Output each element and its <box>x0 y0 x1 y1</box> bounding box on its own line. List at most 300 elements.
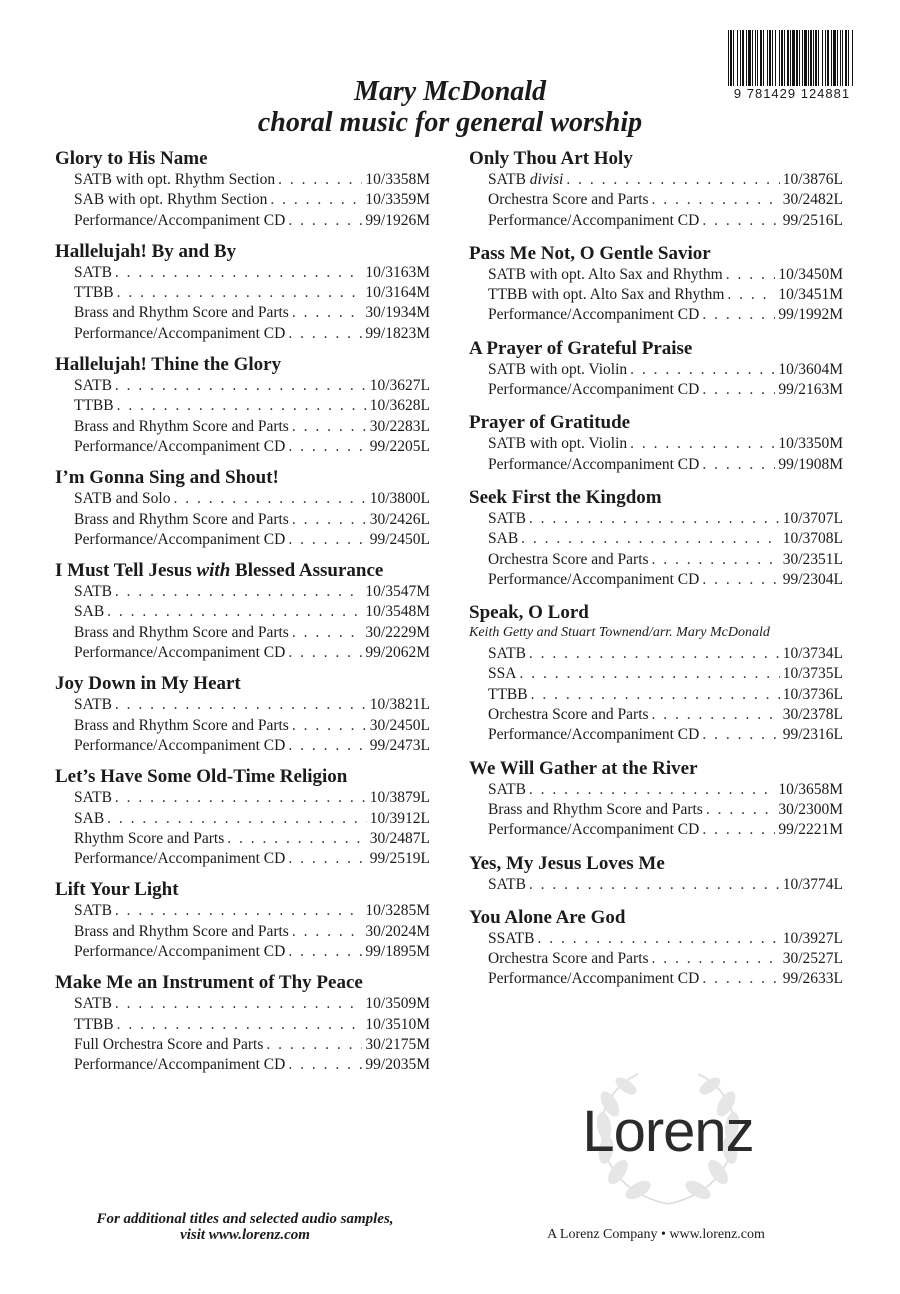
edition-label <box>74 643 285 663</box>
piece-entry <box>55 973 430 1075</box>
piece-entry <box>469 759 843 841</box>
edition-row <box>55 190 430 210</box>
barcode-bar <box>842 30 843 86</box>
edition-label <box>74 283 114 303</box>
edition-label <box>488 705 649 725</box>
edition-row <box>55 170 430 190</box>
leader-dots <box>529 780 776 800</box>
piece-title: Pass Me Not, O Gentle Savior <box>469 242 711 264</box>
edition-label-text: SATB <box>74 583 112 601</box>
edition-row <box>469 550 843 570</box>
edition-label-text: SATB <box>74 377 112 395</box>
edition-label-text: Orchestra Score and Parts <box>488 550 649 568</box>
edition-row <box>55 643 430 663</box>
edition-label-text: TTBB <box>488 685 528 703</box>
leader-dots <box>173 489 366 509</box>
edition-label <box>74 901 112 921</box>
edition-label <box>488 820 699 840</box>
catalog-number: 10/3821L <box>369 696 430 714</box>
lorenz-logo <box>548 1064 788 1214</box>
edition-label-text: Orchestra Score and Parts <box>488 706 649 724</box>
piece-title: Glory to His Name <box>55 148 208 169</box>
piece-entry <box>469 244 843 326</box>
edition-label <box>488 529 518 549</box>
edition-label <box>74 510 289 530</box>
leader-dots <box>529 875 780 895</box>
edition-row <box>469 949 843 969</box>
catalog-number: 30/2351L <box>782 550 843 568</box>
leader-dots <box>288 324 362 344</box>
catalog-number: 30/2450L <box>369 716 430 734</box>
piece-title: Speak, O Lord <box>469 602 589 624</box>
barcode-bar <box>808 30 809 86</box>
edition-row <box>469 360 843 380</box>
edition-label <box>488 550 649 570</box>
left-column <box>55 149 430 1076</box>
edition-label <box>488 455 699 475</box>
edition-label <box>488 725 699 745</box>
piece-entry <box>469 603 843 745</box>
leader-dots <box>652 190 780 210</box>
piece-entry <box>55 767 430 869</box>
leader-dots <box>702 570 779 590</box>
edition-row <box>469 170 843 190</box>
edition-row <box>469 305 843 325</box>
edition-label <box>488 780 526 800</box>
edition-label-text: Orchestra Score and Parts <box>488 950 649 968</box>
catalog-number: 10/3509M <box>365 995 430 1013</box>
catalog-number: 30/2175M <box>365 1035 430 1053</box>
leader-dots <box>115 263 363 283</box>
edition-label <box>74 263 112 283</box>
edition-label-text: Performance/Accompaniment CD <box>74 943 286 961</box>
edition-label <box>488 380 699 400</box>
edition-label-text: TTBB with opt. Alto Sax and Rhythm <box>488 286 725 304</box>
leader-dots <box>107 809 367 829</box>
edition-label-text: Rhythm Score and Parts <box>74 829 225 847</box>
leader-dots <box>292 510 367 530</box>
leader-dots <box>531 685 780 705</box>
edition-row <box>55 736 430 756</box>
edition-row <box>55 849 430 869</box>
edition-row <box>469 685 843 705</box>
edition-label-text: Performance/Accompaniment CD <box>488 211 700 229</box>
edition-row <box>55 994 430 1014</box>
leader-dots <box>702 305 775 325</box>
edition-label-text: SATB <box>488 645 526 663</box>
barcode-bar <box>784 30 785 86</box>
edition-label-text: SATB with opt. Violin <box>488 360 628 378</box>
edition-row <box>55 437 430 457</box>
edition-label-text: Performance/Accompaniment CD <box>488 455 700 473</box>
leader-dots <box>288 643 362 663</box>
edition-row <box>55 489 430 509</box>
leader-dots <box>115 901 363 921</box>
edition-label-text: SATB <box>488 171 526 188</box>
edition-label <box>74 396 114 416</box>
catalog-number: 10/3358M <box>365 171 430 188</box>
catalog-number: 10/3912L <box>369 809 430 827</box>
leader-dots <box>702 380 775 400</box>
barcode-bar <box>767 30 768 86</box>
leader-dots <box>278 170 362 190</box>
barcode-number: 9 781429 124881 <box>733 86 851 101</box>
edition-label-text: TTBB <box>74 397 114 415</box>
catalog-number: 99/2450L <box>369 530 430 548</box>
piece-entry <box>469 413 843 475</box>
page-title-line2: choral music for general worship <box>257 107 643 138</box>
edition-label <box>488 434 627 454</box>
leader-dots <box>117 396 367 416</box>
piece-title: Joy Down in My Heart <box>55 673 241 695</box>
barcode-bar <box>845 30 847 86</box>
leader-dots <box>227 829 366 849</box>
edition-label-text: Brass and Rhythm Score and Parts <box>488 800 703 818</box>
barcode-bar <box>757 30 758 86</box>
edition-row <box>55 530 430 550</box>
edition-label-text: Performance/Accompaniment CD <box>74 530 286 548</box>
edition-row <box>55 582 430 602</box>
edition-label <box>74 788 112 808</box>
barcode-bar <box>825 30 826 86</box>
catalog-number: 99/2633L <box>782 970 843 988</box>
edition-label <box>488 170 563 190</box>
edition-row <box>55 283 430 303</box>
catalog-number: 99/1926M <box>365 211 430 229</box>
leader-dots <box>702 211 779 231</box>
edition-label-text: SATB with opt. Violin <box>488 435 628 453</box>
catalog-number: 10/3548M <box>365 603 430 621</box>
leader-dots <box>288 1055 362 1075</box>
leader-dots <box>115 695 367 715</box>
leader-dots <box>266 1035 362 1055</box>
catalog-number: 30/2426L <box>369 510 430 528</box>
catalog-number: 30/1934M <box>365 304 430 322</box>
edition-label-text: SAB <box>74 809 105 827</box>
edition-label <box>488 190 649 210</box>
catalog-number: 10/3285M <box>365 902 430 920</box>
leader-dots <box>652 949 780 969</box>
barcode-bar <box>837 30 838 86</box>
edition-label-text: SATB <box>488 780 526 798</box>
leader-dots <box>652 705 780 725</box>
edition-row <box>469 211 843 231</box>
catalog-number: 99/2062M <box>365 644 430 662</box>
edition-label-text: SAB <box>488 530 519 548</box>
leader-dots <box>519 664 779 684</box>
edition-label-italic: divisi <box>529 171 564 188</box>
catalog-number: 99/2035M <box>365 1056 430 1074</box>
barcode-bar <box>755 30 756 86</box>
catalog-number: 30/2300M <box>778 800 843 818</box>
footer-note-line2: visit www.lorenz.com <box>180 1227 310 1243</box>
edition-label <box>74 376 112 396</box>
edition-label-text: Brass and Rhythm Score and Parts <box>74 510 289 528</box>
edition-row <box>469 529 843 549</box>
edition-label <box>488 929 535 949</box>
catalog-number: 99/2316L <box>782 726 843 744</box>
edition-label <box>74 623 289 643</box>
barcode-bar <box>827 30 829 86</box>
edition-label-text: Performance/Accompaniment CD <box>74 437 286 455</box>
edition-row <box>469 190 843 210</box>
catalog-number: 30/2283L <box>369 417 430 435</box>
catalog-number: 10/3735L <box>782 665 843 683</box>
catalog-number: 99/2221M <box>778 821 843 839</box>
edition-row <box>55 623 430 643</box>
edition-label <box>74 1035 263 1055</box>
catalog-number: 10/3359M <box>365 191 430 209</box>
catalog-number: 10/3604M <box>778 360 843 378</box>
edition-label <box>488 664 516 684</box>
barcode-bar <box>848 30 849 86</box>
edition-label <box>74 1055 285 1075</box>
catalog-number: 10/3627L <box>369 377 430 395</box>
logo-wordmark: Lorenz <box>582 1099 754 1164</box>
edition-label <box>488 265 723 285</box>
catalog-number: 99/2516L <box>782 211 843 229</box>
leader-dots <box>288 530 366 550</box>
edition-label-text: Performance/Accompaniment CD <box>74 324 286 342</box>
catalog-number: 10/3927L <box>782 929 843 947</box>
piece-entry <box>469 488 843 590</box>
leader-dots <box>115 376 367 396</box>
edition-label-text: Performance/Accompaniment CD <box>74 736 286 754</box>
edition-label <box>74 190 267 210</box>
edition-row <box>469 705 843 725</box>
piece-title: Hallelujah! Thine the Glory <box>55 354 282 376</box>
edition-label-text: SATB <box>74 696 112 714</box>
edition-label <box>488 570 699 590</box>
edition-label-text: Performance/Accompaniment CD <box>74 1056 286 1074</box>
edition-row <box>55 716 430 736</box>
edition-label-text: SATB <box>74 995 112 1013</box>
leader-dots <box>706 800 776 820</box>
edition-label <box>488 360 627 380</box>
edition-label <box>74 303 289 323</box>
edition-label <box>488 800 703 820</box>
edition-row <box>55 829 430 849</box>
catalog-number: 10/3736L <box>782 685 843 703</box>
edition-label-text: TTBB <box>74 1015 114 1033</box>
barcode-bar <box>815 30 817 86</box>
edition-label <box>488 305 699 325</box>
edition-label <box>74 809 104 829</box>
piece-entry <box>55 880 430 962</box>
edition-label <box>488 509 526 529</box>
barcode-bar <box>852 30 853 86</box>
barcode-bar <box>763 30 764 86</box>
edition-label-text: Performance/Accompaniment CD <box>488 970 700 988</box>
edition-label-text: Performance/Accompaniment CD <box>488 821 700 839</box>
catalog-number: 99/2163M <box>778 381 843 399</box>
piece-title: We Will Gather at the River <box>469 757 698 779</box>
edition-row <box>55 1055 430 1075</box>
edition-label-text: SSA <box>488 665 517 683</box>
edition-row <box>55 901 430 921</box>
barcode-bar <box>796 30 798 86</box>
edition-row <box>469 509 843 529</box>
edition-row <box>469 380 843 400</box>
barcode-bar <box>781 30 783 86</box>
catalog-number: 99/2304L <box>782 570 843 588</box>
piece-entry <box>55 242 430 344</box>
piece-entry <box>55 674 430 756</box>
edition-row <box>55 211 430 231</box>
piece-title <box>55 561 430 581</box>
leader-dots <box>107 602 362 622</box>
piece-entry <box>55 468 430 550</box>
edition-row <box>469 820 843 840</box>
barcode-bar <box>760 30 762 86</box>
edition-row <box>55 510 430 530</box>
piece-title: I’m Gonna Sing and Shout! <box>55 467 279 489</box>
leader-dots <box>115 788 367 808</box>
piece-title: Only Thou Art Holy <box>469 148 633 169</box>
edition-label <box>488 875 526 895</box>
catalog-number: 99/1823M <box>365 324 430 342</box>
leader-dots <box>292 417 367 437</box>
edition-label <box>74 417 289 437</box>
piece-entry <box>469 339 843 401</box>
piece-title: Make Me an Instrument of Thy Peace <box>55 972 363 994</box>
page-title-line1: Mary McDonald <box>353 76 547 107</box>
edition-label <box>74 602 104 622</box>
edition-label <box>74 829 224 849</box>
barcode-bar <box>840 30 841 86</box>
edition-label-text: Brass and Rhythm Score and Parts <box>74 417 289 435</box>
leader-dots <box>702 969 779 989</box>
leader-dots <box>288 942 362 962</box>
edition-label-text: Brass and Rhythm Score and Parts <box>74 304 289 322</box>
catalog-number: 99/2519L <box>369 850 430 868</box>
edition-row <box>469 664 843 684</box>
leader-dots <box>529 509 780 529</box>
edition-label-text: SATB <box>74 902 112 920</box>
edition-label-text: Performance/Accompaniment CD <box>488 381 700 399</box>
piece-title: Yes, My Jesus Loves Me <box>469 852 665 874</box>
piece-title: Seek First the Kingdom <box>469 486 662 508</box>
leader-dots <box>292 623 363 643</box>
edition-label <box>488 285 724 305</box>
edition-label <box>488 685 528 705</box>
barcode-bar <box>833 30 836 86</box>
edition-row <box>469 875 843 895</box>
edition-label <box>74 170 275 190</box>
catalog-number: 10/3628L <box>369 397 430 415</box>
barcode-bar <box>769 30 771 86</box>
edition-row <box>55 396 430 416</box>
catalog-number: 30/2229M <box>365 623 430 641</box>
company-line: A Lorenz Company • www.lorenz.com <box>547 1227 765 1242</box>
piece-title: A Prayer of Grateful Praise <box>469 337 693 359</box>
catalog-number: 99/2473L <box>369 736 430 754</box>
edition-label <box>74 489 170 509</box>
edition-label <box>74 994 112 1014</box>
edition-label <box>488 969 699 989</box>
leader-dots <box>727 285 775 305</box>
leader-dots <box>726 265 776 285</box>
edition-label-text: Performance/Accompaniment CD <box>488 306 700 324</box>
edition-row <box>55 1015 430 1035</box>
edition-row <box>55 376 430 396</box>
edition-row <box>469 929 843 949</box>
piece-title-part: Blessed Assurance <box>230 560 384 582</box>
barcode-bar <box>818 30 819 86</box>
catalog-number: 10/3658M <box>778 780 843 798</box>
leader-dots <box>630 360 775 380</box>
barcode-bar <box>813 30 814 86</box>
catalog-number: 10/3879L <box>369 789 430 807</box>
catalog-number: 99/1895M <box>365 943 430 961</box>
edition-label <box>488 644 526 664</box>
catalog-number: 99/2205L <box>369 437 430 455</box>
leader-dots <box>702 455 775 475</box>
piece-credit: Keith Getty and Stuart Townend/arr. Mary McDonald <box>469 625 770 641</box>
edition-label <box>74 716 289 736</box>
edition-row <box>55 788 430 808</box>
edition-label-text: SATB <box>74 789 112 807</box>
catalog-number: 10/3547M <box>365 583 430 601</box>
edition-label <box>74 530 285 550</box>
piece-title: Let’s Have Some Old-Time Religion <box>55 766 348 788</box>
edition-row <box>469 570 843 590</box>
catalog-number: 10/3450M <box>778 265 843 283</box>
edition-row <box>469 285 843 305</box>
leader-dots <box>702 725 779 745</box>
catalog-number: 10/3708L <box>782 530 843 548</box>
piece-entry <box>469 854 843 895</box>
catalog-number: 10/3451M <box>778 286 843 304</box>
barcode-bar <box>772 30 773 86</box>
edition-label-text: Orchestra Score and Parts <box>488 191 649 209</box>
edition-row <box>55 1035 430 1055</box>
piece-title-part: I Must Tell Jesus <box>55 560 197 582</box>
edition-label-text: SATB and Solo <box>74 490 171 508</box>
leader-dots <box>117 283 363 303</box>
edition-label <box>74 942 285 962</box>
edition-label-text: SAB with opt. Rhythm Section <box>74 191 268 209</box>
leader-dots <box>292 716 367 736</box>
leader-dots <box>566 170 779 190</box>
edition-label-text: Performance/Accompaniment CD <box>488 570 700 588</box>
catalog-number: 30/2024M <box>365 922 430 940</box>
edition-label <box>488 211 699 231</box>
edition-label <box>74 736 285 756</box>
leader-dots <box>288 211 362 231</box>
catalog-number: 99/1992M <box>778 306 843 324</box>
edition-label <box>74 695 112 715</box>
piece-title-italic: with <box>196 560 231 582</box>
piece-entry <box>55 149 430 231</box>
edition-row <box>55 809 430 829</box>
barcode-bar <box>804 30 807 86</box>
edition-row <box>55 602 430 622</box>
barcode-bar <box>799 30 800 86</box>
piece-title: Hallelujah! By and By <box>55 240 237 262</box>
edition-label-text: SATB <box>488 509 526 527</box>
edition-label-text: SATB <box>74 263 112 281</box>
edition-row <box>55 263 430 283</box>
edition-label-text: Brass and Rhythm Score and Parts <box>74 922 289 940</box>
catalog-number: 30/2487L <box>369 829 430 847</box>
catalog-number: 10/3800L <box>369 490 430 508</box>
edition-row <box>55 303 430 323</box>
edition-label-text: SSATB <box>488 929 535 947</box>
leader-dots <box>270 190 362 210</box>
edition-label <box>488 949 649 969</box>
leader-dots <box>288 437 366 457</box>
